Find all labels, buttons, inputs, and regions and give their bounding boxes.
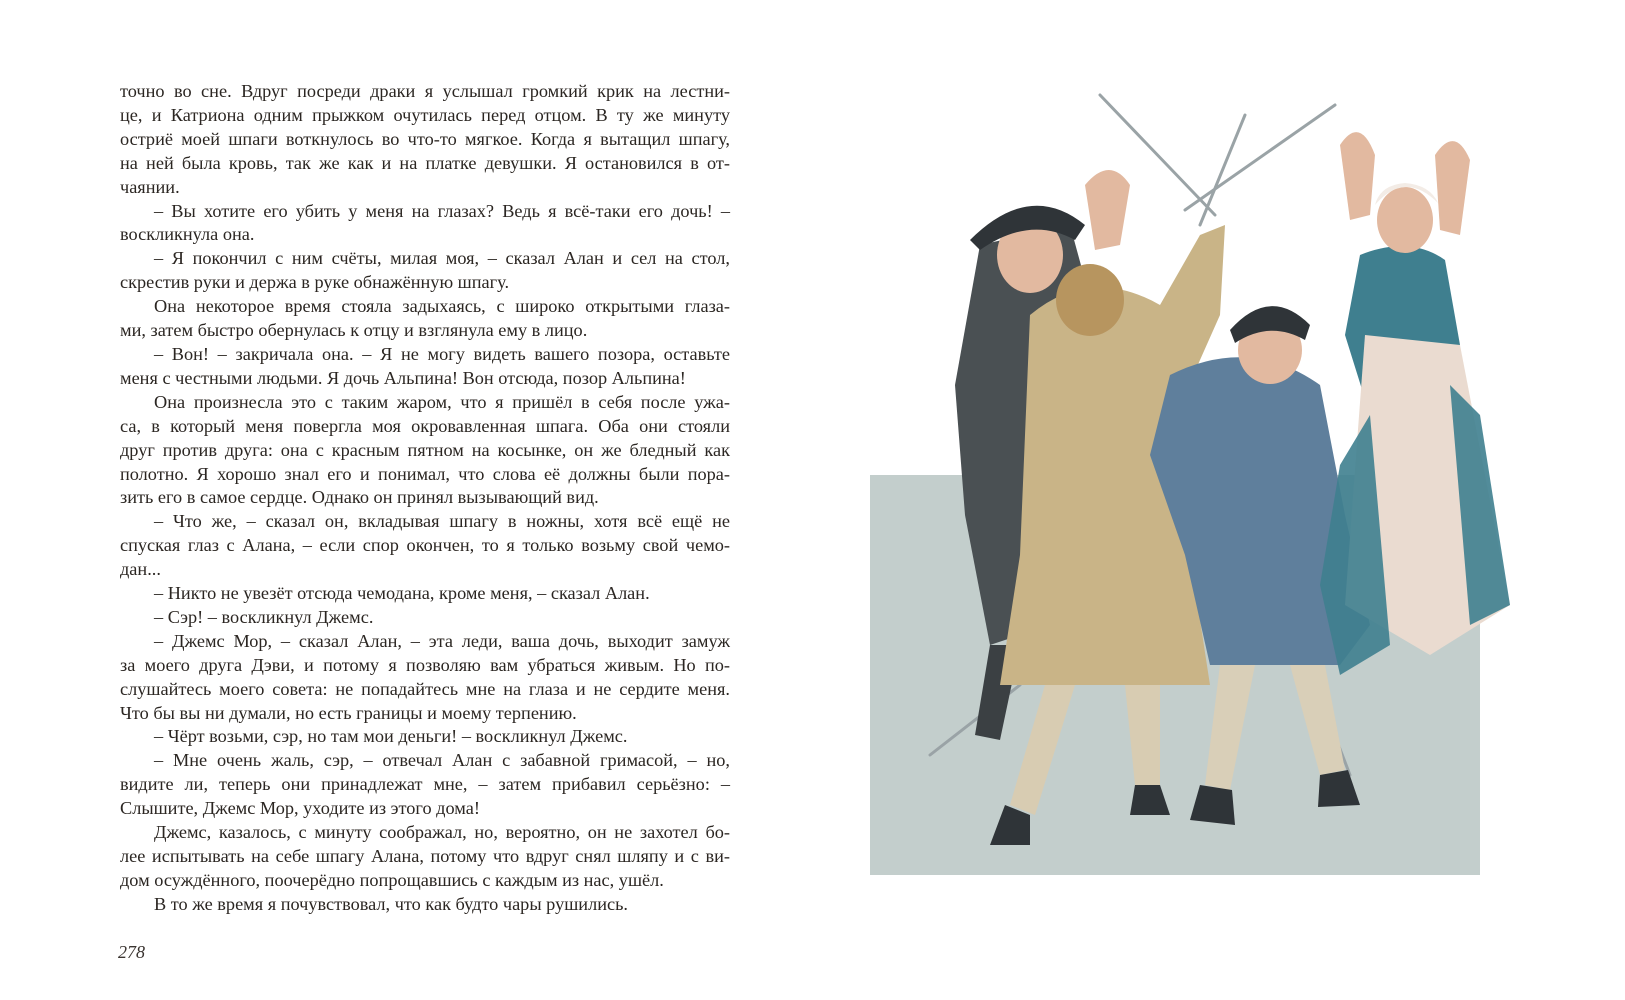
duel-illustration: [870, 85, 1570, 915]
text-line: дом осуждённого, поочерёдно попрощавшись с каждым из нас, ушёл.: [120, 869, 664, 890]
text-line: спуская глаз с Алана, – если спор окончен, то я только возьму свой чемо-: [120, 535, 730, 556]
text-line: – Джемс Мор, – сказал Алан, – эта леди, ваша дочь, выходит замуж: [154, 630, 730, 651]
page-number: 278: [118, 942, 145, 962]
text-line: меня с честными людьми. Я дочь Альпина! Вон отсюда, позор Альпина!: [120, 367, 686, 388]
text-line: – Чёрт возьми, сэр, но там мои деньги! – воскликнул Джемс.: [154, 726, 628, 747]
text-line: це, и Катриона одним прыжком очутилась перед отцом. В ту же минуту: [120, 104, 730, 125]
text-column: [120, 80, 730, 917]
text-line: полотно. Я хорошо знал его и понимал, что слова её должны были пора-: [120, 463, 730, 484]
text-line: зить его в самое сердце. Однако он принял вызывающий вид.: [120, 487, 599, 508]
text-line: точно во сне. Вдруг посреди драки я услышал громкий крик на лестни-: [120, 81, 730, 101]
illustration-svg: [870, 85, 1570, 915]
text-line: друг против друга: она с красным пятном на косынке, он же бледный как: [120, 439, 730, 460]
text-line: – Вон! – закричала она. – Я не могу видеть вашего позора, оставьте: [154, 343, 730, 364]
text-line: – Никто не увезёт отсюда чемодана, кроме меня, – сказал Алан.: [154, 583, 650, 604]
text-line: Она некоторое время стояла задыхаясь, с широко открытыми глаза-: [154, 296, 730, 317]
text-line: – Сэр! – воскликнул Джемс.: [154, 606, 374, 627]
text-line: дан...: [120, 559, 161, 580]
text-line: Она произнесла это с таким жаром, что я пришёл в себя после ужа-: [154, 391, 730, 412]
text-line: скрестив руки и держа в руке обнажённую шпагу.: [120, 272, 510, 293]
text-line: ми, затем быстро обернулась к отцу и взглянула ему в лицо.: [120, 320, 588, 341]
text-line: остриё моей шпаги воткнулось во что-то мягкое. Когда я вытащил шпагу,: [120, 128, 730, 149]
text-line: – Я покончил с ним счёты, милая моя, – сказал Алан и сел на стол,: [154, 248, 730, 269]
text-line: В то же время я почувствовал, что как будто чары рушились.: [154, 893, 629, 914]
text-line: воскликнула она.: [120, 224, 255, 245]
text-line: Что бы вы ни думали, но есть границы и моему терпению.: [120, 702, 577, 723]
figure-lady: [1320, 132, 1510, 675]
text-line: – Вы хотите его убить у меня на глазах? Ведь я всё-таки его дочь! –: [154, 200, 730, 221]
text-line: – Мне очень жаль, сэр, – отвечал Алан с забавной гримасой, – но,: [154, 750, 730, 771]
text-line: на ней была кровь, так же как и на платке девушки. Я остановился в от-: [120, 152, 730, 173]
text-line: слушайтесь моего совета: не попадайтесь мне на глаза и не сердите меня.: [120, 678, 730, 699]
text-line: за моего друга Дэви, и потому я позволяю вам убраться живым. Но по-: [120, 654, 730, 675]
text-line: Джемс, казалось, с минуту соображал, но, вероятно, он не захотел бо-: [154, 822, 730, 843]
text-line: видите ли, теперь они принадлежат мне, – затем прибавил серьёзно: –: [120, 774, 730, 795]
text-line: Слышите, Джемс Мор, уходите из этого дома!: [120, 798, 480, 819]
text-line: са, в который меня повергла моя окровавленная шпага. Оба они стояли: [120, 415, 730, 436]
text-line: лее испытывать на себе шпагу Алана, потому что вдруг снял шляпу и с ви-: [120, 846, 730, 866]
text-line: чаянии.: [120, 176, 180, 197]
text-line: – Что же, – сказал он, вкладывая шпагу в ножны, хотя всё ещё не: [154, 511, 730, 532]
